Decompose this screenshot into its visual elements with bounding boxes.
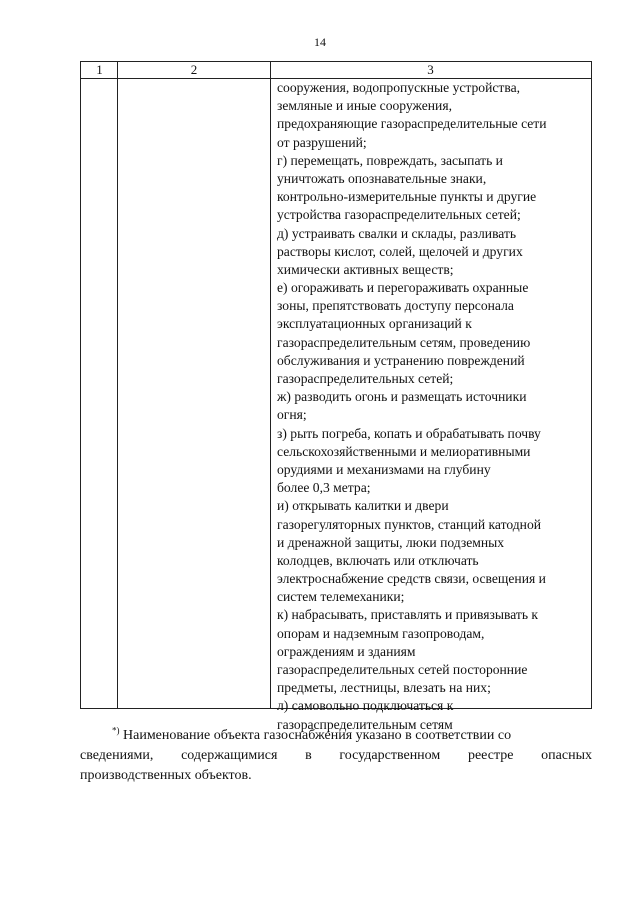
table-cell-line: з) рыть погреба, копать и обрабатывать почву — [277, 425, 541, 441]
table-cell-line: сельскохозяйственными и мелиоративными — [277, 443, 531, 459]
table-cell-line: химически активных веществ; — [277, 261, 454, 277]
footnote-line-1 — [80, 726, 592, 746]
table-cell-line: д) устраивать свалки и склады, разливать — [277, 225, 517, 241]
footnote-line-1-text: Наименование объекта газоснабжения указано в соответствии со — [123, 728, 512, 743]
table-cell-line: л) самовольно подключаться к — [277, 698, 454, 714]
column-divider-2 — [270, 62, 271, 708]
table-cell-line: газораспределительных сетей; — [277, 371, 454, 386]
table-cell-line: от разрушений; — [277, 134, 367, 150]
header-cell-col1: 1 — [96, 62, 103, 77]
table-cell-line: опорам и надземным газопроводам, — [277, 625, 485, 641]
table-cell-line: и) открывать калитки и двери — [277, 498, 449, 514]
table-cell-line: более 0,3 метра; — [277, 480, 371, 496]
footnote-word: содержащимися — [181, 748, 278, 763]
table-cell-line: обслуживания и устранению повреждений — [277, 352, 525, 368]
table-cell-line: систем телемеханики; — [277, 589, 405, 605]
table-cell-line: орудиями и механизмами на глубину — [277, 461, 491, 477]
footnote-word: в — [305, 748, 312, 763]
table-cell-line: ограждениям и зданиям — [277, 643, 416, 659]
footnote-word: реестре — [467, 748, 514, 763]
table-cell-line: сооружения, водопропускные устройства, — [277, 80, 521, 95]
document-table — [80, 61, 592, 732]
table-cell-line: уничтожать опознавательные знаки, — [277, 170, 487, 186]
table-cell-line: предохраняющие газораспределительные сети — [277, 116, 547, 132]
table-cell-line: устройства газораспределительных сетей; — [277, 207, 521, 223]
table-cell-line: контрольно-измерительные пункты и другие — [277, 189, 537, 205]
table-cell-line: к) набрасывать, приставлять и привязывать к — [277, 607, 539, 623]
table-cell-line: огня; — [277, 407, 307, 423]
table-cell-line: ж) разводить огонь и размещать источники — [277, 389, 527, 405]
footnote-word: сведениями, — [80, 748, 154, 763]
table-cell-line: е) огораживать и перегораживать охранные — [277, 280, 529, 296]
table-cell-line: зоны, препятствовать доступу персонала — [277, 298, 514, 314]
header-cell-col3: 3 — [427, 62, 434, 77]
column-divider-1 — [117, 62, 118, 708]
footnote-marker: *) — [112, 725, 120, 736]
table-cell-line: колодцев, включать или отключать — [277, 552, 479, 568]
table-header-row — [81, 62, 591, 79]
table-cell-line: эксплуатационных организаций к — [277, 316, 472, 332]
header-cell-col2: 2 — [190, 62, 198, 77]
footnote-line-3: производственных объектов. — [80, 768, 252, 783]
table-cell-line: газораспределительным сетям — [277, 716, 453, 732]
table-cell-col3 — [277, 79, 587, 734]
footnote-word: государственном — [339, 748, 441, 763]
table-cell-line: газораспределительных сетей посторонние — [277, 662, 528, 677]
table-cell-line: земляные и иные сооружения, — [277, 98, 452, 114]
table-cell-line: и дренажной защиты, люки подземных — [277, 534, 505, 550]
footnote — [80, 726, 592, 786]
footnote-word: опасных — [541, 748, 592, 763]
table-cell-line: г) перемещать, повреждать, засыпать и — [277, 152, 503, 168]
page-number: 14 — [314, 35, 326, 49]
table-cell-line: предметы, лестницы, влезать на них; — [277, 680, 491, 696]
table-cell-line: растворы кислот, солей, щелочей и других — [277, 243, 523, 259]
table-cell-line: газорегуляторных пунктов, станций катодной — [277, 516, 542, 532]
table-cell-line: электроснабжение средств связи, освещения и — [277, 571, 546, 587]
table-cell-line: газораспределительным сетям, проведению — [277, 334, 531, 350]
footnote-line-2 — [80, 746, 592, 766]
